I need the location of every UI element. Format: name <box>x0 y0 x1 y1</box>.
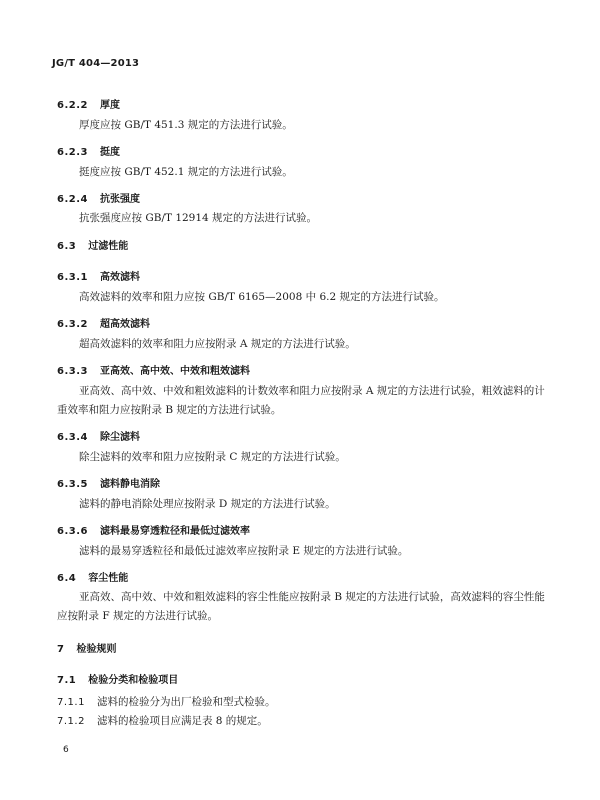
heading-6-3-3 <box>57 362 250 377</box>
clause-text: 滤料的检验分为出厂检验和型式检验。 <box>96 696 276 708</box>
page-number: 6 <box>63 745 69 755</box>
section-number: 7.1 <box>57 675 77 686</box>
heading-6-3-5 <box>57 475 160 490</box>
section-number: 6.2.4 <box>57 194 88 205</box>
paragraph-6-3-1: 高效滤料的效率和阻力应按 GB/T 6165—2008 中 6.2 规定的方法进行试验。 <box>79 291 445 303</box>
section-number: 6.3.1 <box>57 272 88 283</box>
heading-6-3 <box>57 237 128 252</box>
section-title: 检验规则 <box>76 644 117 655</box>
section-number: 6.3.6 <box>57 526 88 537</box>
paragraph-6-3-4: 除尘滤料的效率和阻力应按附录 C 规定的方法进行试验。 <box>79 451 346 463</box>
clause-text: 滤料的检验项目应满足表 8 的规定。 <box>96 715 268 727</box>
section-number: 6.3.5 <box>57 479 88 490</box>
section-title: 挺度 <box>99 147 120 158</box>
paragraph-6-3-3: 亚高效、高中效、中效和粗效滤料的计数效率和阻力应按附录 A 规定的方法进行试验，粗效滤料的计重效率和阻力应按附录 B 规定的方法进行试验。 <box>57 385 545 416</box>
heading-6-2-2 <box>57 96 120 111</box>
section-title: 高效滤料 <box>99 272 140 283</box>
heading-6-3-1 <box>57 268 140 283</box>
section-title: 滤料静电消除 <box>99 479 160 490</box>
heading-6-3-6 <box>57 522 250 537</box>
section-number: 6.3.4 <box>57 432 88 443</box>
heading-7 <box>57 640 116 655</box>
heading-6-3-2 <box>57 315 150 330</box>
heading-6-2-3 <box>57 143 120 158</box>
section-title: 过滤性能 <box>88 241 129 252</box>
paragraph-6-2-2: 厚度应按 GB/T 451.3 规定的方法进行试验。 <box>79 119 293 131</box>
paragraph-6-2-4: 抗张强度应按 GB/T 12914 规定的方法进行试验。 <box>79 212 318 224</box>
section-title: 滤料最易穿透粒径和最低过滤效率 <box>99 526 250 537</box>
section-number: 6.4 <box>57 573 77 584</box>
clause-7-1-1 <box>57 694 275 709</box>
section-title: 容尘性能 <box>88 573 129 584</box>
section-number: 6.3 <box>57 241 77 252</box>
clause-7-1-2 <box>57 713 268 728</box>
section-title: 除尘滤料 <box>99 432 140 443</box>
section-number: 7 <box>57 644 65 655</box>
clause-number: 7.1.2 <box>57 716 85 727</box>
section-number: 6.3.3 <box>57 366 88 377</box>
paragraph-6-3-6: 滤料的最易穿透粒径和最低过滤效率应按附录 E 规定的方法进行试验。 <box>79 545 409 557</box>
section-title: 厚度 <box>99 100 120 111</box>
section-title: 检验分类和检验项目 <box>88 675 179 686</box>
heading-6-4 <box>57 569 128 584</box>
clause-number: 7.1.1 <box>57 697 85 708</box>
paragraph-6-4: 亚高效、高中效、中效和粗效滤料的容尘性能应按附录 B 规定的方法进行试验，高效滤料的容尘性能应按附录 F 规定的方法进行试验。 <box>57 591 545 622</box>
standard-code-header: JG/T 404—2013 <box>52 58 140 69</box>
section-title: 亚高效、高中效、中效和粗效滤料 <box>99 366 250 377</box>
section-number: 6.2.3 <box>57 147 88 158</box>
section-title: 超高效滤料 <box>99 319 150 330</box>
paragraph-6-3-2: 超高效滤料的效率和阻力应按附录 A 规定的方法进行试验。 <box>79 338 356 350</box>
heading-7-1 <box>57 671 178 686</box>
section-number: 6.3.2 <box>57 319 88 330</box>
paragraph-6-2-3: 挺度应按 GB/T 452.1 规定的方法进行试验。 <box>79 166 293 178</box>
section-number: 6.2.2 <box>57 100 88 111</box>
paragraph-6-3-5: 滤料的静电消除处理应按附录 D 规定的方法进行试验。 <box>79 498 336 510</box>
section-title: 抗张强度 <box>99 194 140 205</box>
heading-6-3-4 <box>57 428 140 443</box>
heading-6-2-4 <box>57 190 140 205</box>
